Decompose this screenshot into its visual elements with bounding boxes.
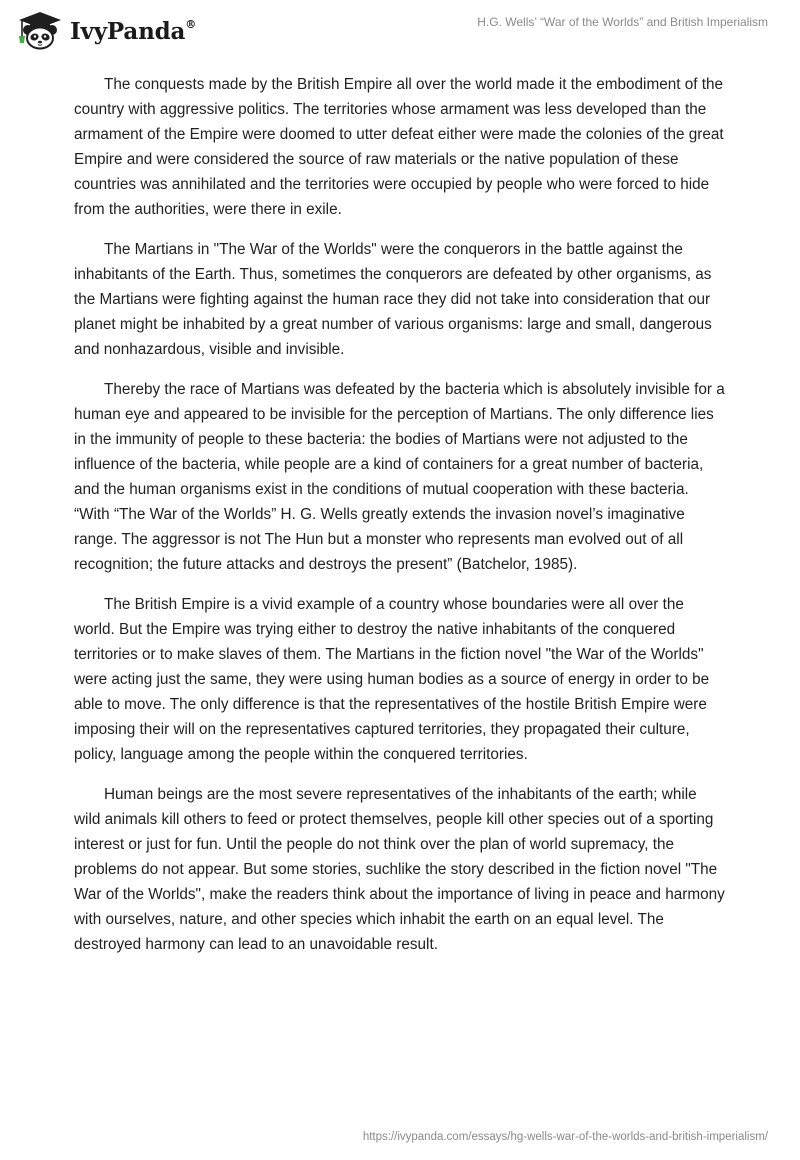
- ivypanda-logo[interactable]: [16, 10, 196, 50]
- essay-body: [74, 72, 726, 972]
- paragraph: The Martians in "The War of the Worlds" were the conquerors in the battle against the inhabitants of the Earth. Thus, sometimes the conquerors are defeated by other organisms, as the Martians were fighting against the human race they did not take into consideration that our planet might be inhabited by a great number of various organisms: large and small, dangerous and nonhazardous, visible and invisible.: [74, 241, 712, 358]
- registered-mark: ®: [185, 17, 196, 31]
- panda-graduate-icon: [16, 10, 64, 50]
- document-title: H.G. Wells’ “War of the Worlds” and British Imperialism: [477, 15, 768, 29]
- paragraph: The conquests made by the British Empire all over the world made it the embodiment of the country with aggressive politics. The territories whose armament was less developed than the armament of the Empire were doomed to utter defeat either were made the colonies of the great Empire and were considered the source of raw materials or the native population of these countries was annihilated and the territories were occupied by people who were forced to hide from the authorities, were there in exile.: [74, 76, 724, 218]
- page-header: [0, 0, 800, 60]
- paragraph: The British Empire is a vivid example of a country whose boundaries were all over the world. But the Empire was trying either to destroy the native inhabitants of the conquered territories or to make slaves of them. The Martians in the fiction novel "the War of the Worlds" were acting just the same, they were using human bodies as a source of energy in order to be able to move. The only difference is that the representatives of the hostile British Empire were imposing their will on the representatives captured territories, they propagated their culture, policy, language among the people within the conquered territories.: [74, 596, 710, 763]
- brand-name: IvyPanda®: [70, 17, 196, 45]
- source-url[interactable]: https://ivypanda.com/essays/hg-wells-war-of-the-worlds-and-british-imperialism/: [362, 1131, 768, 1143]
- paragraph: Human beings are the most severe representatives of the inhabitants of the earth; while wild animals kill others to feed or protect themselves, people kill other species out of a sporting interest or just for fun. Until the people do not think over the plan of world supremacy, the problems do not appear. But some stories, suchlike the story described in the fiction novel "The War of the Worlds", make the readers think about the importance of living in peace and harmony with ourselves, nature, and other species which inhabit the earth on an equal level. The destroyed harmony can lead to an unavoidable result.: [74, 786, 725, 953]
- paragraph: Thereby the race of Martians was defeated by the bacteria which is absolutely invisible for a human eye and appeared to be invisible for the perception of Martians. The only difference lies in the immunity of people to these bacteria: the bodies of Martians were not adjusted to the influence of the bacteria, while people are a kind of containers for a great number of bacteria, and the human organisms exist in the conditions of mutual cooperation with these bacteria. “With “The War of the Worlds” H. G. Wells greatly extends the invasion novel’s imaginative range. The aggressor is not The Hun but a monster who represents man evolved out of all recognition; the future attacks and destroys the present” (Batchelor, 1985).: [74, 381, 725, 573]
